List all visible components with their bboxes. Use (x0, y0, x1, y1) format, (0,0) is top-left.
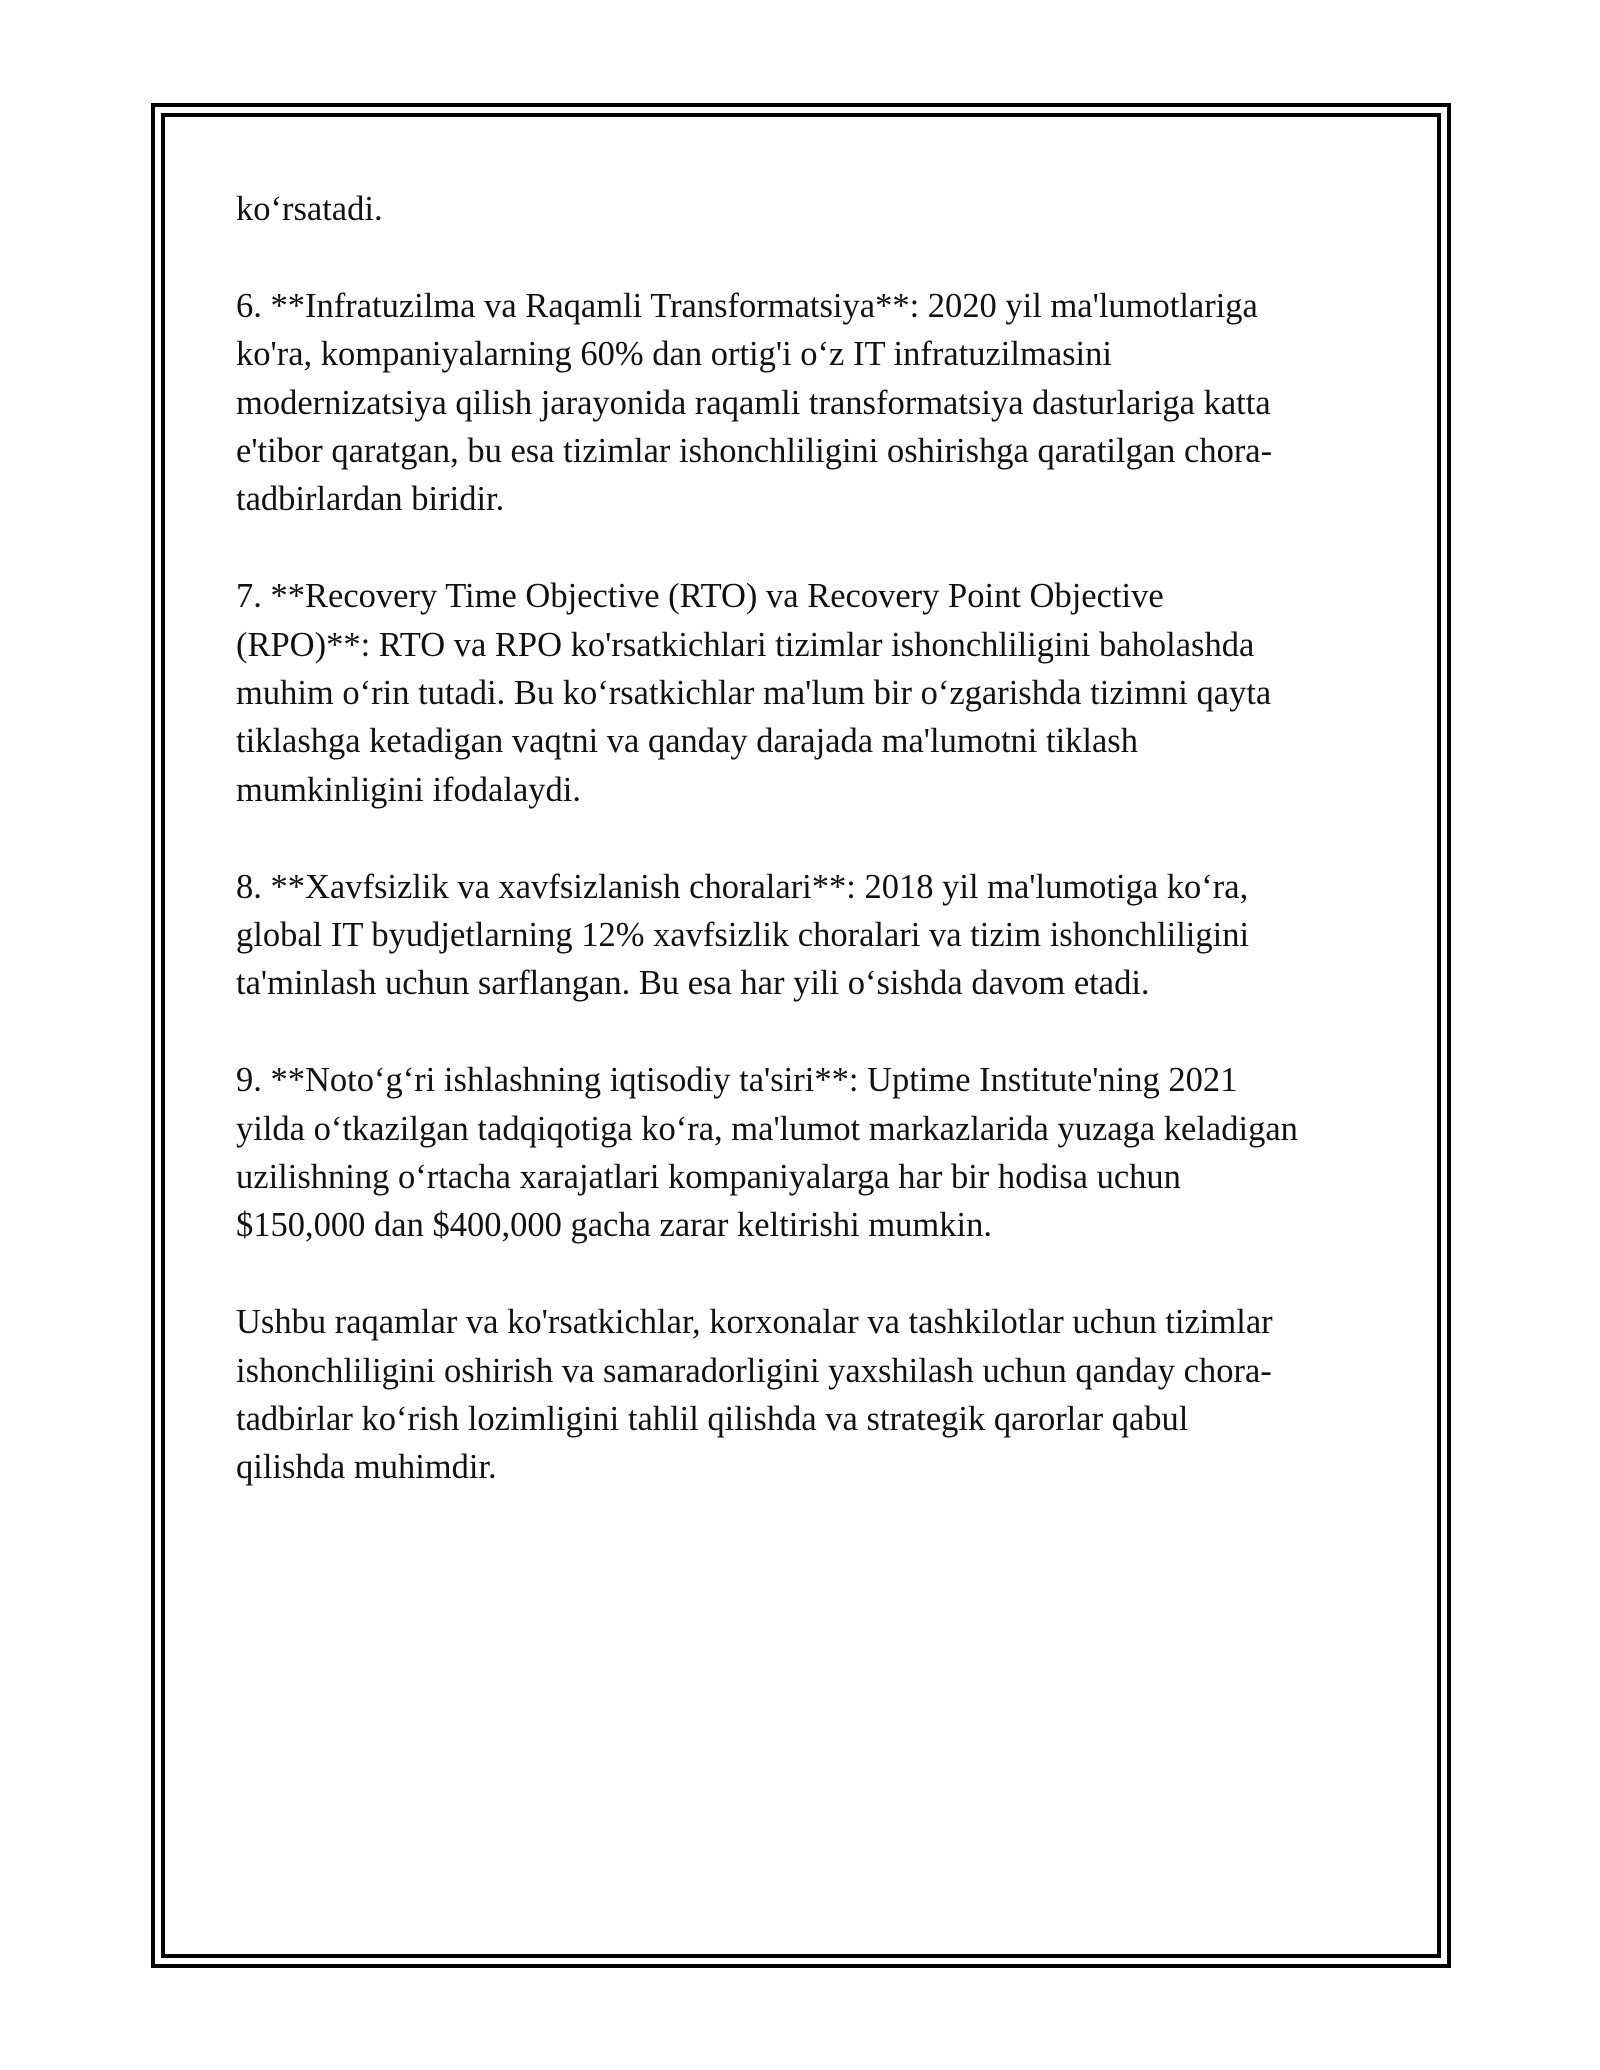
paragraph-gap (236, 524, 1376, 572)
text-line: 9. **Noto‘g‘ri ishlashning iqtisodiy ta'siri**: Uptime Institute'ning 2021 (236, 1061, 1238, 1100)
paragraph-gap (236, 1008, 1376, 1056)
text-line: ishonchliligini oshirish va samaradorligini yaxshilash uchun qanday chora- (236, 1351, 1272, 1390)
text-line: $150,000 dan $400,000 gacha zarar keltirishi mumkin. (236, 1206, 992, 1245)
text-line: mumkinligini ifodalaydi. (236, 770, 581, 809)
paragraph-gap (236, 1250, 1376, 1298)
text-line: tadbirlardan biridir. (236, 480, 505, 519)
text-line: global IT byudjetlarning 12% xavfsizlik choralari va tizim ishonchliligini (236, 916, 1250, 955)
paragraph-gap (236, 814, 1376, 862)
text-line: ta'minlash uchun sarflangan. Bu esa har yili o‘sishda davom etadi. (236, 964, 1150, 1003)
text-line: qilishda muhimdir. (236, 1448, 497, 1487)
text-line: (RPO)**: RTO va RPO ko'rsatkichlari tizimlar ishonchliligini baholashda (236, 625, 1255, 664)
text-line: 8. **Xavfsizlik va xavfsizlanish choralari**: 2018 yil ma'lumotiga ko‘ra, (236, 867, 1249, 906)
text-line: e'tibor qaratgan, bu esa tizimlar ishonchliligini oshirishga qaratilgan chora- (236, 432, 1273, 471)
text-line: modernizatsiya qilish jarayonida raqamli transformatsiya dasturlariga katta (236, 383, 1271, 422)
continuation-line: ko‘rsatadi. (236, 190, 383, 228)
text-line: tiklashga ketadigan vaqtni va qanday darajada ma'lumotni tiklash (236, 722, 1138, 761)
list-item-6 (236, 282, 1376, 524)
list-item-7 (236, 572, 1376, 814)
text-line: 6. **Infratuzilma va Raqamli Transformatsiya**: 2020 yil ma'lumotlariga (236, 286, 1258, 325)
list-item-9 (236, 1056, 1376, 1250)
text-line: ko'ra, kompaniyalarning 60% dan ortig'i o‘z IT infratuzilmasini (236, 335, 1112, 374)
text-line: 7. **Recovery Time Objective (RTO) va Recovery Point Objective (236, 577, 1164, 616)
conclusion-paragraph (236, 1298, 1376, 1492)
list-item-8 (236, 863, 1376, 1008)
text-line: tadbirlar ko‘rish lozimligini tahlil qilishda va strategik qarorlar qabul (236, 1400, 1189, 1439)
document-body (236, 185, 1376, 1492)
text-line: uzilishning o‘rtacha xarajatlari kompaniyalarga har bir hodisa uchun (236, 1158, 1181, 1197)
text-line: muhim o‘rin tutadi. Bu ko‘rsatkichlar ma'lum bir o‘zgarishda tizimni qayta (236, 674, 1272, 713)
paragraph-gap (236, 233, 1376, 281)
text-line: Ushbu raqamlar va ko'rsatkichlar, korxonalar va tashkilotlar uchun tizimlar (236, 1303, 1273, 1342)
text-line: yilda o‘tkazilgan tadqiqotiga ko‘ra, ma'lumot markazlarida yuzaga keladigan (236, 1109, 1298, 1148)
